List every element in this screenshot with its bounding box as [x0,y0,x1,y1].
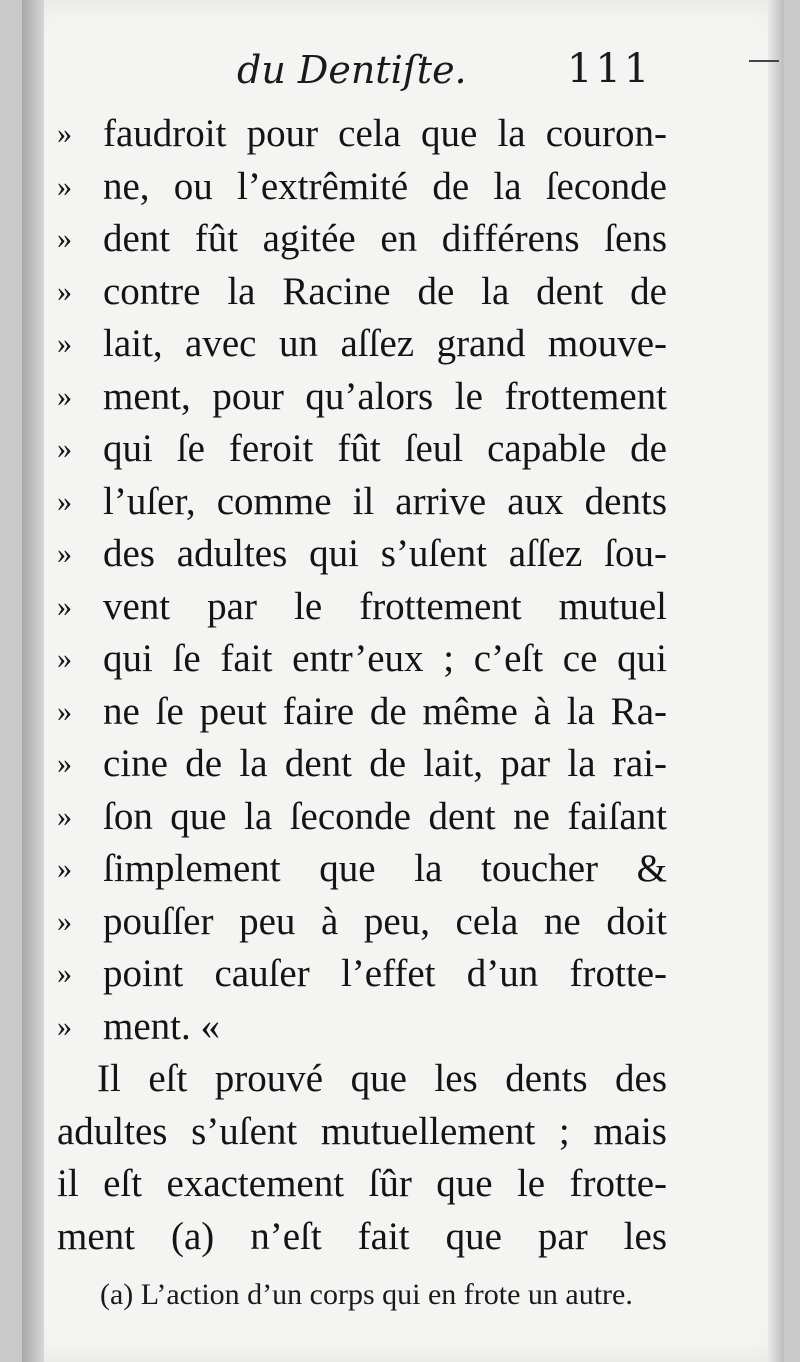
quote-mark: » [57,747,72,780]
quote-mark: » [57,537,72,570]
quote-mark: » [57,169,72,203]
text-line [57,686,667,739]
text-line [57,896,667,949]
page-edge-shadow [768,0,784,1362]
text-line [57,371,667,424]
text-line [57,476,667,529]
quote-mark: » [57,957,72,990]
line-text: qui ſe fait entr’eux ; c’eſt ce qui [103,637,667,680]
paragraph-line [57,1211,667,1264]
line-text: ſon que la ſeconde dent ne faiſant [103,794,667,838]
page-header [22,42,784,102]
text-line [57,738,667,791]
page-gutter-shadow [22,0,44,1362]
line-text: contre la Racine de la dent de [103,269,667,313]
text-line [57,633,667,686]
quote-mark: » [57,432,72,465]
quote-mark: » [57,642,72,675]
quote-mark: » [57,694,72,728]
text-line [57,266,667,319]
line-text: Il eſt prouvé que les dents des [97,1057,667,1100]
quote-mark: » [57,117,72,150]
body-text [57,108,667,1263]
text-line [57,318,667,371]
line-text: vent par le frottement mutuel [103,584,667,628]
line-text: point cauſer l’effet d’un frotte- [103,952,667,995]
quote-mark: » [57,274,72,308]
line-text: ment (a) n’eſt fait que par les [57,1214,667,1258]
running-head: du Dentiſte. [237,48,467,92]
paragraph-line [57,1053,667,1106]
text-line [57,581,667,634]
quote-mark: » [57,852,72,885]
text-line [57,1001,667,1054]
text-line [57,213,667,266]
line-text: lait, avec un aſſez grand mouve- [103,322,667,365]
line-text: adultes s’uſent mutuellement ; mais [57,1109,667,1153]
text-line [57,843,667,896]
text-line [57,948,667,1001]
line-text: il eſt exactement ſûr que le frotte- [57,1162,667,1205]
line-text: dent fût agitée en différens ſens [103,217,667,260]
line-text: ment. « [103,1004,220,1048]
line-text: ment, pour qu’alors le frottement [103,374,667,418]
text-line [57,423,667,476]
line-text: l’uſer, comme il arrive aux dents [103,479,667,523]
line-text: pouſſer peu à peu, cela ne doit [103,899,667,943]
page-number: 111 [567,46,653,92]
quote-mark: » [57,379,72,413]
text-line [57,108,667,161]
paragraph-line [57,1158,667,1211]
paragraph-line [57,1106,667,1159]
book-page [22,0,784,1362]
text-line [57,791,667,844]
text-line [57,528,667,581]
line-text: cine de la dent de lait, par la rai- [103,742,667,785]
quote-mark: » [57,589,72,623]
quote-mark: » [57,327,72,360]
line-text: ne ſe peut faire de même à la Ra- [103,689,667,733]
line-text: des adultes qui s’uſent aſſez ſou- [103,532,667,575]
line-text: ne, ou l’extrêmité de la ſeconde [103,164,667,208]
line-text: faudroit pour cela que la couron- [103,112,667,155]
line-text: ſimplement que la toucher & [103,847,667,890]
quote-mark: » [57,484,72,518]
quote-mark: » [57,904,72,938]
quote-mark: » [57,222,72,255]
footnote: (a) L’action d’un corps qui en frote un autre. [100,1278,633,1311]
quote-mark: » [57,799,72,833]
line-text: qui ſe feroit fût ſeul capable de [103,427,667,470]
text-line [57,161,667,214]
quote-mark: » [57,1009,72,1043]
